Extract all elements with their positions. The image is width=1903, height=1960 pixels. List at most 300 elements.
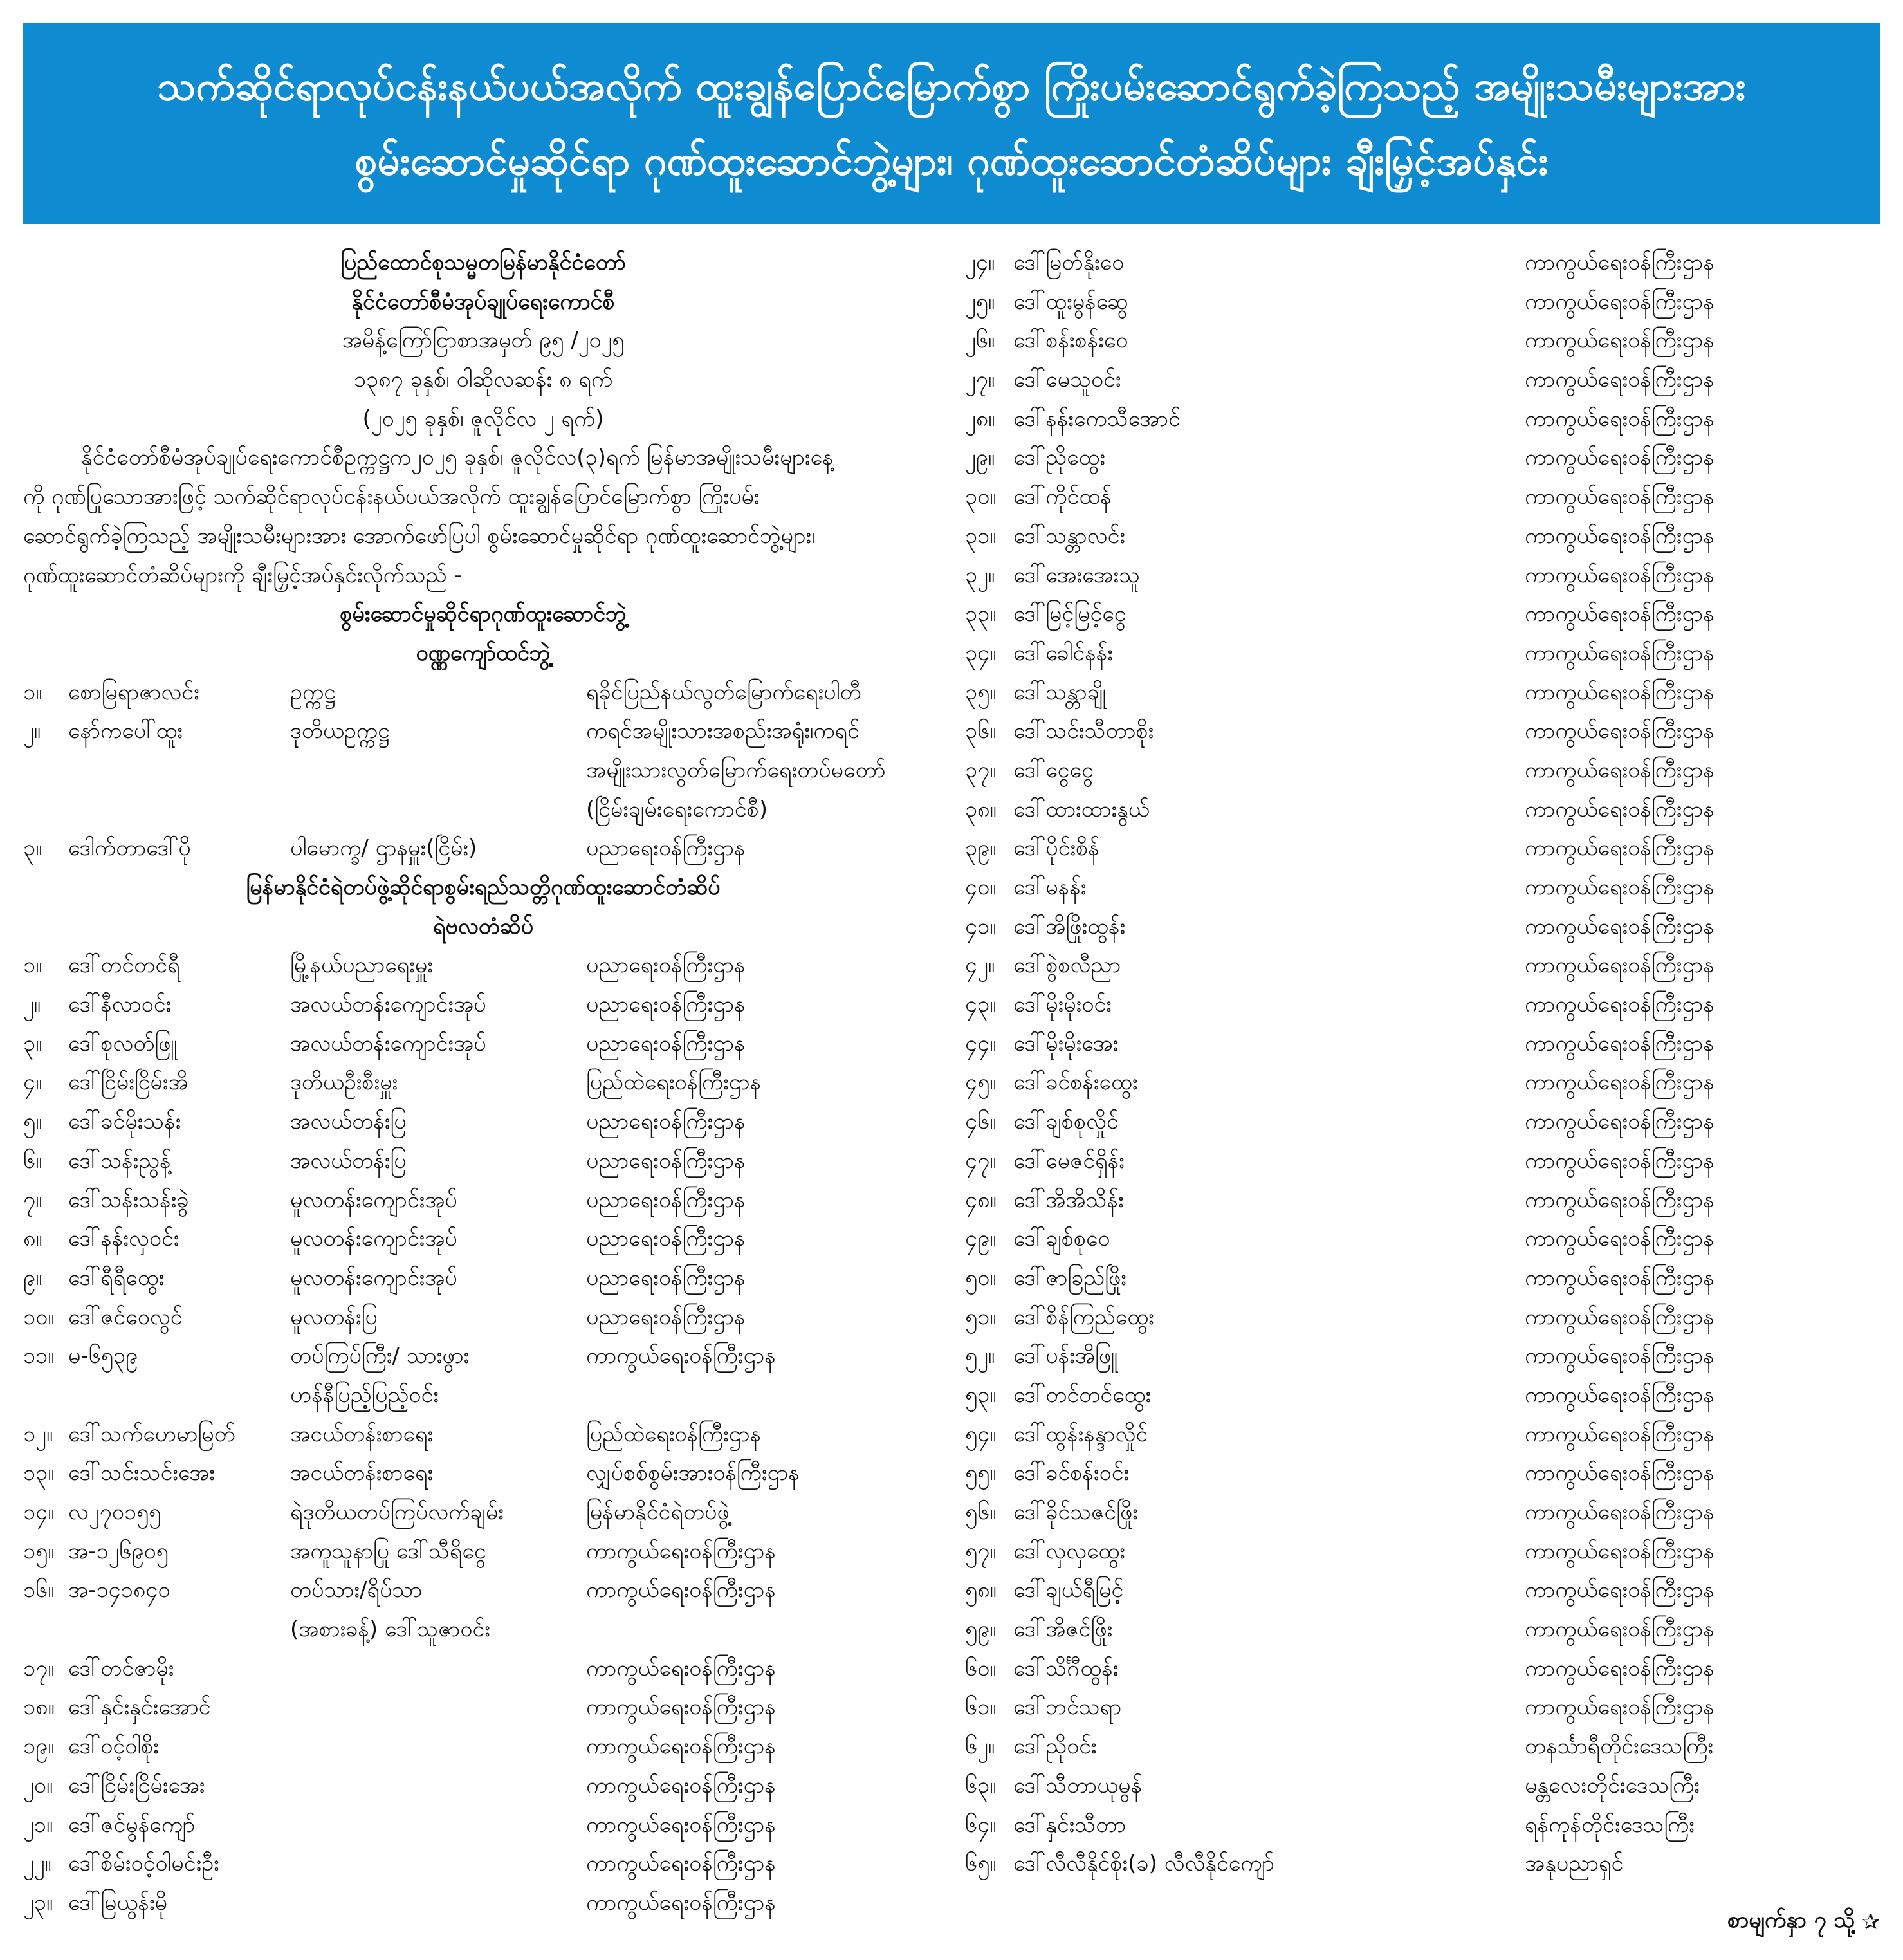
list-item — [965, 400, 1880, 439]
awardee-department: ကာကွယ်ရေးဝန်ကြီးဌာန — [586, 1343, 776, 1369]
item-number: ၂။ — [23, 718, 41, 744]
awardee-department: ကာကွယ်ရေးဝန်ကြီးဌာန — [1525, 367, 1715, 393]
awardee-department: ကာကွယ်ရေးဝန်ကြီးဌာန — [1525, 601, 1715, 627]
awardee-name: ဒေါ်ချစ်စုဝေ — [1013, 1226, 1110, 1252]
awardee-name: စောမြရာဇာလင်း — [68, 679, 199, 705]
item-number: ၅၄။ — [965, 1421, 997, 1447]
awardee-name: ဒေါ်ဇင်ဝေလွင် — [68, 1304, 183, 1330]
item-number: ၂၄။ — [965, 250, 995, 275]
awardee-name: ဒေါ်တင်ဇာမိုး — [68, 1655, 174, 1681]
awardee-name: ဒေါ်မေဇင်ရှိန်း — [1013, 1147, 1125, 1174]
list-item — [23, 1376, 943, 1415]
awardee-department: ကာကွယ်ရေးဝန်ကြီးဌာန — [1525, 1499, 1715, 1525]
list-item — [23, 1142, 943, 1181]
awardee-position: (အစားခန့်) ဒေါ်သူဇာဝင်း — [290, 1616, 490, 1643]
list-item — [965, 1142, 1880, 1181]
list-item — [23, 1727, 943, 1766]
awardee-position: ဟန်နီပြည့်ပြည့်ဝင်း — [290, 1382, 439, 1408]
list-item — [965, 1063, 1880, 1102]
awardee-name: ဒေါ်ပန်းအိဖြူ — [1013, 1343, 1117, 1369]
awardee-name: ဒေါ်မနန်း — [1013, 874, 1087, 900]
list-item — [965, 868, 1880, 907]
awardee-department: ကာကွယ်ရေးဝန်ကြီးဌာန — [1525, 796, 1715, 822]
awardee-position: အကူသူနာပြု ဒေါ်သီရိငွေ — [290, 1538, 486, 1564]
list-item — [23, 1219, 943, 1259]
awardee-department: ကာကွယ်ရေးဝန်ကြီးဌာန — [586, 1772, 776, 1798]
awardee-name: ဒေါ်လီလီနိုင်စိုး(ခ) လီလီနိုင်ကျော် — [1013, 1851, 1274, 1877]
item-number: ၃၉။ — [965, 835, 997, 862]
list-item — [965, 907, 1880, 947]
item-number: ၁၉။ — [23, 1733, 55, 1760]
list-item — [965, 1454, 1880, 1493]
paragraph-line-3: ဆောင်ရွက်ခဲ့ကြသည့် အမျိုးသမီးများအား အောက်ဖော်ပြပါ စွမ်းဆောင်မှုဆိုင်ရာ ဂုဏ်ထူးဆောင်ဘွဲ့များ၊ — [23, 522, 815, 549]
awardee-name: ဒေါ်ခင်စန်းထွေး — [1013, 1069, 1138, 1096]
awardee-department: ပညာရေးဝန်ကြီးဌာန — [586, 1109, 746, 1135]
awardee-department: ပညာရေးဝန်ကြီးဌာန — [586, 1147, 746, 1174]
item-number: ၁၂။ — [23, 1421, 53, 1447]
awardee-department: ကာကွယ်ရေးဝန်ကြီးဌာန — [1525, 1264, 1715, 1291]
item-number: ၁၇။ — [23, 1655, 55, 1681]
awardee-name: ဒေါ်ခိုင်သဇင်ဖြိုး — [1013, 1499, 1138, 1525]
section-heading: ရဲဗလတံဆိပ် — [432, 913, 534, 939]
item-number: ၄၈။ — [965, 1187, 997, 1213]
awardee-department: ကာကွယ်ရေးဝန်ကြီးဌာန — [1525, 640, 1715, 666]
paragraph-line-1: နိုင်ငံတော်စီမံအုပ်ချုပ်ရေးကောင်စီဥက္ကဋ္ဌက၂၀၂၅ ခုနှစ်၊ ဇူလိုင်လ(၃)ရက် မြန်မာအမျိုးသမီးများနေ့ — [81, 445, 834, 471]
awardee-name: ဒေါ်သင်းသင်းအေး — [68, 1460, 215, 1486]
awardee-department: ကာကွယ်ရေးဝန်ကြီးဌာန — [586, 1889, 776, 1916]
item-number: ၄၅။ — [965, 1069, 997, 1096]
continued-note — [1727, 1905, 1880, 1938]
list-item — [23, 1063, 943, 1102]
list-item — [965, 517, 1880, 556]
list-item — [23, 985, 943, 1024]
awardee-name: ဒေါ်မိုးမိုးဝင်း — [1013, 992, 1112, 1018]
awardee-name: ဒေါ်ငြိမ်းငြိမ်းအိ — [68, 1069, 188, 1096]
awardee-department: ကာကွယ်ရေးဝန်ကြီးဌာန — [1525, 288, 1715, 315]
item-number: ၆၃။ — [965, 1772, 997, 1798]
awardee-position: အငယ်တန်းစာရေး — [290, 1421, 434, 1447]
awardee-department: ပညာရေးဝန်ကြီးဌာန — [586, 1264, 746, 1291]
list-item — [23, 1298, 943, 1337]
awardee-position: မူလတန်းကျောင်းအုပ် — [290, 1264, 457, 1291]
awardee-position: အငယ်တန်းစာရေး — [290, 1460, 434, 1486]
awardee-department: ကာကွယ်ရေးဝန်ကြီးဌာန — [1525, 405, 1715, 432]
list-item — [23, 1415, 943, 1454]
list-item — [23, 1493, 943, 1532]
awardee-name: ဒေါ်နှင်းသီတာ — [1013, 1811, 1126, 1838]
awardee-department: ပြည်ထဲရေးဝန်ကြီးဌာန — [586, 1069, 762, 1096]
item-number: ၆၄။ — [965, 1811, 997, 1838]
awardee-name: ဒေါ်ဘင်သရာ — [1013, 1694, 1122, 1721]
item-number: ၄၁။ — [965, 913, 997, 939]
continued-text: စာမျက်နှာ ၇ သို့ — [1727, 1907, 1855, 1933]
awardee-department: ကာကွယ်ရေးဝန်ကြီးဌာန — [1525, 1655, 1715, 1681]
awardee-department: ကာကွယ်ရေးဝန်ကြီးဌာန — [1525, 1694, 1715, 1721]
item-number: ၄၀။ — [965, 874, 997, 900]
list-item — [23, 751, 943, 790]
awardee-name: ဒေါ်လှလှထွေး — [1013, 1538, 1125, 1564]
item-number: ၇။ — [23, 1187, 42, 1213]
list-item — [23, 1532, 943, 1571]
awardee-department: မြန်မာနိုင်ငံရဲတပ်ဖွဲ့ — [586, 1499, 730, 1525]
item-number: ၃၂။ — [965, 562, 995, 588]
awardee-department: ကာကွယ်ရေးဝန်ကြီးဌာန — [1525, 1382, 1715, 1408]
list-item — [965, 477, 1880, 517]
list-item — [965, 1688, 1880, 1727]
awardee-department: ကာကွယ်ရေးဝန်ကြီးဌာန — [1525, 952, 1715, 979]
right-awardee-list — [965, 243, 1880, 1883]
item-number: ၅။ — [23, 1109, 42, 1135]
awardee-name: အ-၁၄၁၈၄၀ — [68, 1577, 170, 1604]
council-name: နိုင်ငံတော်စီမံအုပ်ချုပ်ရေးကောင်စီ — [351, 288, 615, 315]
awardee-name: ဒေါ်သန္တာလင်း — [1013, 522, 1125, 549]
awardee-name: ဒေါ်နီလာဝင်း — [68, 992, 172, 1018]
item-number: ၁၀။ — [23, 1304, 55, 1330]
awardee-department: ကာကွယ်ရေးဝန်ကြီးဌာန — [1525, 250, 1715, 275]
awardee-name: ဒေါ်အိဖြိုးထွန်း — [1013, 913, 1126, 939]
awardee-name: ဒေါ်သန်းညွန့် — [68, 1147, 171, 1174]
item-number: ၆။ — [23, 1147, 42, 1174]
left-awardee-list — [23, 673, 943, 1923]
list-item — [965, 282, 1880, 322]
awardee-name: ဒေါ်သက်ဟေမာမြတ် — [68, 1421, 235, 1447]
list-item — [23, 1806, 943, 1845]
awardee-name: မ-၆၅၃၉ — [68, 1343, 138, 1369]
awardee-department: ကာကွယ်ရေးဝန်ကြီးဌာန — [1525, 1187, 1715, 1213]
awardee-name: ဒေါ်နှင်းနှင်းအောင် — [68, 1694, 211, 1721]
awardee-name: ဒေါ်ပိုင်းစိန် — [1013, 835, 1099, 862]
awardee-department: ကာကွယ်ရေးဝန်ကြီးဌာန — [1525, 1616, 1715, 1643]
awardee-name: ဒေါ်မြယွန်းမို — [68, 1889, 167, 1916]
item-number: ၆၁။ — [965, 1694, 997, 1721]
list-item — [965, 1649, 1880, 1688]
paragraph-line-4: ဂုဏ်ထူးဆောင်တံဆိပ်များကို ချီးမြှင့်အပ်နှင်းလိုက်သည် - — [23, 562, 462, 588]
date-gregorian: (၂၀၂၅ ခုနှစ်၊ ဇူလိုင်လ ၂ ရက်) — [362, 405, 604, 432]
list-item — [965, 1844, 1880, 1883]
list-item — [23, 1649, 943, 1688]
awardee-department: ပညာရေးဝန်ကြီးဌာန — [586, 1226, 746, 1252]
item-number: ၄၄။ — [965, 1030, 997, 1057]
item-number: ၃၁။ — [965, 522, 997, 549]
list-item — [23, 673, 943, 712]
list-item — [965, 243, 1880, 282]
awardee-department: ကာကွယ်ရေးဝန်ကြီးဌာန — [1525, 484, 1715, 510]
item-number: ၃၅။ — [965, 679, 997, 705]
awardee-department: ကာကွယ်ရေးဝန်ကြီးဌာန — [1525, 1577, 1715, 1604]
awardee-name: ဒေါ်ခင်စန်းဝင်း — [1013, 1460, 1130, 1486]
title-banner — [23, 23, 1880, 224]
awardee-position: မြို့နယ်ပညာရေးမှူး — [290, 952, 433, 979]
awardee-name: အ-၁၂၆၉၀၅ — [68, 1538, 169, 1564]
awardee-department: ကာကွယ်ရေးဝန်ကြီးဌာန — [1525, 1460, 1715, 1486]
awardee-position: တပ်သား/ရိပ်သာ — [290, 1577, 423, 1604]
list-item — [965, 1219, 1880, 1259]
list-item — [23, 1766, 943, 1806]
list-item — [23, 1102, 943, 1142]
list-item — [23, 829, 943, 868]
item-number: ၂၁။ — [23, 1811, 53, 1838]
item-number: ၂၂။ — [23, 1851, 51, 1877]
list-item — [23, 1454, 943, 1493]
list-item — [965, 595, 1880, 634]
item-number: ၅၃။ — [965, 1382, 997, 1408]
awardee-name: ဒေါ်စုလတ်ဖြူ — [68, 1030, 178, 1057]
awardee-department: ပညာရေးဝန်ကြီးဌာန — [586, 1187, 746, 1213]
item-number: ၈။ — [23, 1226, 42, 1252]
awardee-department: ကာကွယ်ရေးဝန်ကြီးဌာန — [1525, 562, 1715, 588]
awardee-name: ဒေါ်သိင်္ဂီထွန်း — [1013, 1655, 1119, 1681]
list-item — [23, 1883, 943, 1923]
item-number: ၅၇။ — [965, 1538, 997, 1564]
awardee-department: အမျိုးသားလွတ်မြောက်ရေးတပ်မတော် — [586, 757, 886, 783]
item-number: ၂၅။ — [965, 288, 995, 315]
awardee-department: ကာကွယ်ရေးဝန်ကြီးဌာန — [1525, 679, 1715, 705]
awardee-name: ဒေါ်ကိုင်ထန် — [1013, 484, 1112, 510]
item-number: ၁၁။ — [23, 1343, 55, 1369]
awardee-department: ကာကွယ်ရေးဝန်ကြီးဌာန — [586, 1733, 776, 1760]
awardee-department: မန္တလေးတိုင်းဒေသကြီး — [1525, 1772, 1700, 1798]
awardee-department: ကာကွယ်ရေးဝန်ကြီးဌာန — [1525, 1069, 1715, 1096]
item-number: ၂၀။ — [23, 1772, 53, 1798]
order-number: အမိန့်ကြော်ငြာစာအမှတ် ၉၅ /၂၀၂၅ — [342, 328, 625, 354]
awardee-department: ကာကွယ်ရေးဝန်ကြီးဌာန — [586, 1694, 776, 1721]
list-item — [965, 1571, 1880, 1610]
list-item — [23, 1259, 943, 1298]
item-number: ၅၀။ — [965, 1264, 997, 1291]
awardee-name: ဒေါ်အေးအေးသူ — [1013, 562, 1141, 588]
list-item — [23, 1844, 943, 1883]
awardee-department: အနုပညာရှင် — [1525, 1851, 1624, 1877]
awardee-department: ကရင်အမျိုးသားအစည်းအရုံး၊ကရင် — [586, 718, 860, 744]
awardee-name: ဒေါ်ငွေငွေ — [1013, 757, 1094, 783]
awardee-department: ကာကွယ်ရေးဝန်ကြီးဌာန — [1525, 1421, 1715, 1447]
awardee-department: ကာကွယ်ရေးဝန်ကြီးဌာန — [1525, 1304, 1715, 1330]
awardee-department: ကာကွယ်ရေးဝန်ကြီးဌာန — [586, 1577, 776, 1604]
list-item — [965, 751, 1880, 790]
awardee-name: ဒေါ်သန်းသန်းခွဲ — [68, 1187, 189, 1213]
awardee-name: ဒေါ်ခေါင်နန်း — [1013, 640, 1114, 666]
list-item — [965, 790, 1880, 829]
awardee-department: ကာကွယ်ရေးဝန်ကြီးဌာန — [1525, 874, 1715, 900]
right-column — [965, 243, 1880, 1883]
awardee-department: ကာကွယ်ရေးဝန်ကြီးဌာန — [1525, 835, 1715, 862]
awardee-name: ဒေါ်ညိုထွေး — [1013, 445, 1106, 471]
item-number: ၄၆။ — [965, 1109, 997, 1135]
item-number: ၅၉။ — [965, 1616, 997, 1643]
awardee-name: ဒေါ်ညိုဝင်း — [1013, 1733, 1097, 1760]
awardee-position: တပ်ကြပ်ကြီး/ သားဖွား — [290, 1343, 470, 1369]
list-item — [965, 360, 1880, 400]
list-item — [965, 556, 1880, 595]
title-line-2: စွမ်းဆောင်မှုဆိုင်ရာ ဂုဏ်ထူးဆောင်ဘွဲ့များ၊ ဂုဏ်ထူးဆောင်တံဆိပ်များ ချီးမြှင့်အပ်နှင်း — [354, 137, 1549, 184]
awardee-position: ရဲဒုတိယတပ်ကြပ်လက်ချမ်း — [290, 1499, 504, 1525]
awardee-name: ဒေါ်ထူးမွန်ဆွေ — [1013, 288, 1128, 315]
item-number: ၃။ — [23, 835, 42, 862]
item-number: ၄၃။ — [965, 992, 997, 1018]
awardee-name: ဒေါ်မြတ်နိုးဝေ — [1013, 250, 1125, 275]
awardee-name: ဒေါ်ဝင့်ဝါစိုး — [68, 1733, 159, 1760]
item-number: ၂၈။ — [965, 405, 995, 432]
awardee-position: အလယ်တန်းကျောင်းအုပ် — [290, 1030, 486, 1057]
awardee-department: ကာကွယ်ရေးဝန်ကြီးဌာန — [1525, 992, 1715, 1018]
list-item — [23, 1688, 943, 1727]
list-item — [965, 1336, 1880, 1376]
list-item — [965, 946, 1880, 985]
awardee-name: ဒေါ်ဇင်မွန်ကျော် — [68, 1811, 196, 1838]
left-column — [23, 243, 943, 1923]
list-item — [23, 946, 943, 985]
awardee-position: မူလတန်းပြ — [290, 1304, 378, 1330]
paragraph-line-2: ကို ဂုဏ်ပြုသောအားဖြင့် သက်ဆိုင်ရာလုပ်ငန်းနယ်ပယ်အလိုက် ထူးချွန်ပြောင်မြောက်စွာ ကြိုးပမ်း — [23, 484, 760, 510]
list-item — [965, 438, 1880, 477]
awardee-name: ဒေါ်ထားထားနွယ် — [1013, 796, 1150, 822]
item-number: ၅၆။ — [965, 1499, 997, 1525]
awardee-department: ကာကွယ်ရေးဝန်ကြီးဌာန — [1525, 1147, 1715, 1174]
list-item — [965, 1181, 1880, 1220]
star-icon: ✰ — [1861, 1909, 1880, 1935]
awardee-department: ရခိုင်ပြည်နယ်လွတ်မြောက်ရေးပါတီ — [586, 679, 861, 705]
list-item — [965, 1259, 1880, 1298]
awardee-name: ဒေါ်မြင့်မြင့်ငွေ — [1013, 601, 1126, 627]
awardee-department: ပညာရေးဝန်ကြီးဌာန — [586, 1304, 746, 1330]
awardee-department: ကာကွယ်ရေးဝန်ကြီးဌာန — [586, 1655, 776, 1681]
awardee-name: ဒေါ်အိဇင်ဖြိုး — [1013, 1616, 1113, 1643]
item-number: ၃၀။ — [965, 484, 997, 510]
awardee-position: ဒုတိယဦးစီးမှူး — [290, 1069, 398, 1096]
section-subtitle-award: ဝဏ္ဏကျော်ထင်ဘွဲ့ — [416, 640, 551, 666]
list-item — [23, 790, 943, 829]
awardee-department: ကာကွယ်ရေးဝန်ကြီးဌာန — [1525, 1030, 1715, 1057]
awardee-name: ဒေါ်စွဲစလီညာ — [1013, 952, 1121, 979]
item-number: ၄။ — [23, 1069, 42, 1096]
list-item — [965, 712, 1880, 751]
list-item — [965, 1102, 1880, 1142]
item-number: ၆၅။ — [965, 1851, 997, 1877]
awardee-name: ဒေါ်ငြိမ်းငြိမ်းအေး — [68, 1772, 205, 1798]
item-number: ၃။ — [23, 1030, 42, 1057]
awardee-department: ပညာရေးဝန်ကြီးဌာန — [586, 835, 746, 862]
awardee-name: လ၂၇၀၁၅၅ — [68, 1499, 161, 1525]
item-number: ၂၆။ — [965, 328, 995, 354]
item-number: ၅၁။ — [965, 1304, 997, 1330]
awardee-position: အလယ်တန်းကျောင်းအုပ် — [290, 992, 486, 1018]
list-item — [965, 1024, 1880, 1064]
item-number: ၃၆။ — [965, 718, 997, 744]
list-item — [23, 1181, 943, 1220]
awardee-department: ကာကွယ်ရေးဝန်ကြီးဌာန — [586, 1811, 776, 1838]
list-item — [965, 985, 1880, 1024]
awardee-name: ဒေါ်သင်းသီတာစိုး — [1013, 718, 1154, 744]
awardee-department: ပြည်ထဲရေးဝန်ကြီးဌာန — [586, 1421, 762, 1447]
awardee-name: ဒေါ်စိမ်းဝင့်ဝါမင်းဦး — [68, 1851, 219, 1877]
awardee-name: ဒေါ်ချစ်စုလှိုင် — [1013, 1109, 1119, 1135]
awardee-position: မူလတန်းကျောင်းအုပ် — [290, 1226, 457, 1252]
awardee-name: ဒေါ်မိုးမိုးအေး — [1013, 1030, 1119, 1057]
awardee-name: နော်ကပေါ်ထူး — [68, 718, 183, 744]
item-number: ၁။ — [23, 679, 42, 705]
list-item — [23, 1610, 943, 1649]
list-item — [23, 1336, 943, 1376]
awardee-department: ကာကွယ်ရေးဝန်ကြီးဌာန — [1525, 757, 1715, 783]
awardee-position: ပါမောက္ခ/ ဌာနမှူး(ငြိမ်း) — [290, 835, 477, 862]
item-number: ၅၅။ — [965, 1460, 997, 1486]
item-number: ၁။ — [23, 952, 42, 979]
list-item — [23, 1571, 943, 1610]
awardee-department: ကာကွယ်ရေးဝန်ကြီးဌာန — [1525, 1343, 1715, 1369]
awardee-position: ဒုတိယဥက္ကဋ္ဌ — [290, 718, 390, 744]
item-number: ၆၂။ — [965, 1733, 995, 1760]
item-number: ၂၃။ — [23, 1889, 53, 1916]
awardee-department: ကာကွယ်ရေးဝန်ကြီးဌာန — [1525, 328, 1715, 354]
list-item — [965, 1610, 1880, 1649]
awardee-name: ဒေါ်ဇာခြည်ဖြိုး — [1013, 1264, 1126, 1291]
list-item — [965, 1376, 1880, 1415]
awardee-department: ကာကွယ်ရေးဝန်ကြီးဌာန — [586, 1538, 776, 1564]
awardee-name: ဒေါ်ချယ်ရီမြင့် — [1013, 1577, 1124, 1604]
item-number: ၁၄။ — [23, 1499, 55, 1525]
awardee-name: ဒေါ်အိအိသိန်း — [1013, 1187, 1124, 1213]
item-number: ၃၈။ — [965, 796, 997, 822]
awardee-name: ဒေါ်မေသူဝင်း — [1013, 367, 1121, 393]
list-item — [965, 1532, 1880, 1571]
item-number: ၁၅။ — [23, 1538, 55, 1564]
awardee-name: ဒေါ်ခင်မိုးသန်း — [68, 1109, 181, 1135]
awardee-position: မူလတန်းကျောင်းအုပ် — [290, 1187, 457, 1213]
item-number: ၁၆။ — [23, 1577, 55, 1604]
item-number: ၄၇။ — [965, 1147, 997, 1174]
item-number: ၂။ — [23, 992, 41, 1018]
item-number: ၂၉။ — [965, 445, 995, 471]
item-number: ၃၃။ — [965, 601, 997, 627]
awardee-department: ရန်ကုန်တိုင်းဒေသကြီး — [1525, 1811, 1695, 1838]
item-number: ၁၃။ — [23, 1460, 55, 1486]
awardee-department: ကာကွယ်ရေးဝန်ကြီးဌာန — [1525, 1226, 1715, 1252]
list-item — [965, 1415, 1880, 1454]
awardee-name: ဒေါက်တာဒေါ်ပို — [68, 835, 191, 862]
awardee-department: လျှပ်စစ်စွမ်းအားဝန်ကြီးဌာန — [586, 1460, 800, 1486]
awardee-department: (ငြိမ်းချမ်းရေးကောင်စီ) — [586, 796, 768, 822]
list-item — [965, 1766, 1880, 1806]
item-number: ၄၂။ — [965, 952, 995, 979]
item-number: ၅၈။ — [965, 1577, 997, 1604]
list-item — [23, 1024, 943, 1064]
list-item — [965, 1493, 1880, 1532]
awardee-position: ဥက္ကဋ္ဌ — [290, 679, 336, 705]
list-item — [965, 634, 1880, 673]
awardee-department: ကာကွယ်ရေးဝန်ကြီးဌာန — [1525, 522, 1715, 549]
list-item — [965, 829, 1880, 868]
list-item — [965, 1806, 1880, 1845]
item-number: ၁၈။ — [23, 1694, 55, 1721]
awardee-department: ကာကွယ်ရေးဝန်ကြီးဌာန — [1525, 913, 1715, 939]
item-number: ၅၂။ — [965, 1343, 995, 1369]
awardee-department: ပညာရေးဝန်ကြီးဌာန — [586, 952, 746, 979]
awardee-name: ဒေါ်စိန်ကြည်ထွေး — [1013, 1304, 1154, 1330]
item-number: ၉။ — [23, 1264, 42, 1291]
awardee-position: အလယ်တန်းပြ — [290, 1147, 407, 1174]
awardee-name: ဒေါ်နန်းလှဝင်း — [68, 1226, 179, 1252]
awardee-name: ဒေါ်တင်တင်ရီ — [68, 952, 180, 979]
awardee-department: ကာကွယ်ရေးဝန်ကြီးဌာန — [1525, 1538, 1715, 1564]
item-number: ၆၀။ — [965, 1655, 997, 1681]
list-item — [965, 321, 1880, 360]
awardee-name: ဒေါ်သန္တာချို — [1013, 679, 1107, 705]
government-name: ပြည်ထောင်စုသမ္မတမြန်မာနိုင်ငံတော် — [340, 250, 626, 275]
item-number: ၂၇။ — [965, 367, 995, 393]
awardee-name: ဒေါ်တင်တင်ထွေး — [1013, 1382, 1152, 1408]
awardee-position: အလယ်တန်းပြ — [290, 1109, 407, 1135]
section-heading: မြန်မာနိုင်ငံရဲတပ်ဖွဲ့ဆိုင်ရာစွမ်းရည်သတ္တိဂုဏ်ထူးဆောင်တံဆိပ် — [246, 874, 721, 900]
